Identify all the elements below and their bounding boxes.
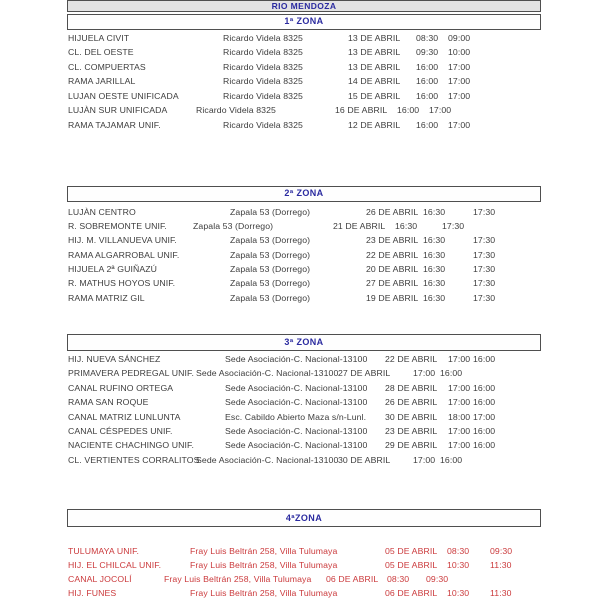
row-date: 13 DE ABRIL xyxy=(348,61,401,72)
row-time2: 17:30 xyxy=(473,249,496,260)
row-time1: 16:00 xyxy=(416,90,439,101)
row-place: Ricardo Videla 8325 xyxy=(223,90,303,101)
row-place: Sede Asociación-C. Nacional-13100 xyxy=(225,426,368,436)
row-time2: 17:30 xyxy=(473,263,496,274)
row-place: Zapala 53 (Dorrego) xyxy=(230,206,311,217)
zone-title: 3ª ZONA xyxy=(284,337,324,347)
row-date: 27 DE ABRIL xyxy=(338,368,391,379)
row-time2: 17:00 xyxy=(429,105,452,116)
row-time1: 16:00 xyxy=(416,61,439,72)
row-name: LUJÀN CENTRO xyxy=(68,206,136,217)
row-date: 06 DE ABRIL xyxy=(385,588,438,599)
row-time1: 17:00 xyxy=(413,368,436,379)
zone-row xyxy=(0,355,600,366)
row-name: LUJÀN SUR UNIFICADA xyxy=(68,105,168,116)
row-place: Ricardo Videla 8325 xyxy=(223,47,303,58)
row-name: HIJUELA 2ª GUIÑAZÚ xyxy=(68,263,158,274)
row-name: CANAL RUFINO ORTEGA xyxy=(68,382,174,393)
row-date: 13 DE ABRIL xyxy=(348,47,401,58)
zone-title: 4ªZONA xyxy=(285,512,323,523)
zone-row xyxy=(0,589,600,600)
row-name: HIJUELA CIVIT xyxy=(68,33,130,43)
row-time1: 16:00 xyxy=(416,119,439,130)
row-date: 22 DE ABRIL xyxy=(366,249,419,260)
row-time2: 16:00 xyxy=(440,368,463,379)
zone-row xyxy=(0,106,600,117)
row-date: 06 DE ABRIL xyxy=(326,573,379,584)
row-time1: 16:00 xyxy=(416,76,439,87)
row-time2: 09:30 xyxy=(490,545,513,556)
zone-header-box xyxy=(67,334,541,351)
row-name: RAMA MATRIZ GIL xyxy=(68,292,145,303)
row-time2: 16:00 xyxy=(473,397,496,408)
row-time1: 16:30 xyxy=(395,220,418,231)
row-time1: 18:00 xyxy=(448,411,471,422)
row-place: Zapala 53 (Dorrego) xyxy=(230,235,311,246)
row-time2: 16:00 xyxy=(440,454,463,465)
row-place: Zapala 53 (Dorrego) xyxy=(193,220,274,231)
row-place: Ricardo Videla 8325 xyxy=(196,105,276,116)
row-date: 26 DE ABRIL xyxy=(366,206,419,217)
row-time2: 10:00 xyxy=(448,47,471,58)
row-time1: 16:30 xyxy=(423,278,446,289)
row-time1: 08:30 xyxy=(447,545,470,556)
zone-row xyxy=(0,236,600,247)
row-place: Zapala 53 (Dorrego) xyxy=(230,278,311,289)
row-time1: 16:30 xyxy=(423,206,446,217)
river-header-box xyxy=(67,0,541,12)
river-title: RIO MENDOZA xyxy=(271,0,337,11)
row-time2: 17:30 xyxy=(442,220,465,231)
zone-row xyxy=(0,92,600,103)
row-place: Fray Luis Beltrán 258, Villa Tulumaya xyxy=(190,559,338,570)
row-time2: 17:00 xyxy=(448,119,471,130)
row-place: Esc. Cabildo Abierto Maza s/n-Lunl. xyxy=(225,411,367,422)
row-time2: 17:30 xyxy=(473,292,496,303)
row-time1: 17:00 xyxy=(448,354,471,364)
row-time1: 09:30 xyxy=(416,47,439,58)
row-place: Fray Luis Beltrán 258, Villa Tulumaya xyxy=(190,545,338,556)
row-time1: 16:30 xyxy=(423,235,446,246)
zone-row xyxy=(0,369,600,380)
row-name: RAMA ALGARROBAL UNIF. xyxy=(68,249,180,260)
row-time2: 09:30 xyxy=(426,573,449,584)
row-date: 29 DE ABRIL xyxy=(385,440,438,451)
row-date: 23 DE ABRIL xyxy=(385,426,438,436)
row-date: 30 DE ABRIL xyxy=(385,411,438,422)
row-date: 21 DE ABRIL xyxy=(333,220,386,231)
zone-header-box xyxy=(67,509,541,527)
row-place: Zapala 53 (Dorrego) xyxy=(230,263,311,274)
zone-row xyxy=(0,279,600,290)
row-name: PRIMAVERA PEDREGAL UNIF. xyxy=(68,368,194,379)
zone-row xyxy=(0,265,600,276)
row-name: HIJ. EL CHILCAL UNIF. xyxy=(68,559,162,570)
row-name: HIJ. FUNES xyxy=(68,588,117,599)
row-time1: 16:30 xyxy=(423,249,446,260)
zone-row xyxy=(0,222,600,233)
row-name: LUJAN OESTE UNIFICADA xyxy=(68,90,179,101)
row-date: 14 DE ABRIL xyxy=(348,76,401,87)
row-time1: 16:00 xyxy=(397,105,420,116)
row-name: CANAL MATRIZ LUNLUNTA xyxy=(68,411,181,422)
row-name: CL. DEL OESTE xyxy=(68,47,134,58)
zone-row xyxy=(0,398,600,409)
row-name: CL. COMPUERTAS xyxy=(68,61,146,72)
row-place: Ricardo Videla 8325 xyxy=(223,119,303,130)
row-date: 30 DE ABRIL xyxy=(338,454,391,465)
zone-row xyxy=(0,294,600,305)
zone-row xyxy=(0,575,600,586)
zone-header-box xyxy=(67,14,541,31)
row-time2: 16:00 xyxy=(473,354,496,364)
zone-row xyxy=(0,561,600,572)
row-name: R. MATHUS HOYOS UNIF. xyxy=(68,278,176,289)
row-place: Zapala 53 (Dorrego) xyxy=(230,292,311,303)
zone-row xyxy=(0,63,600,74)
row-name: CL. VERTIENTES CORRALITOS xyxy=(68,454,200,465)
row-time2: 17:30 xyxy=(473,278,496,289)
zone-row xyxy=(0,121,600,132)
row-date: 12 DE ABRIL xyxy=(348,119,401,130)
row-time2: 17:30 xyxy=(473,206,496,217)
row-date: 20 DE ABRIL xyxy=(366,263,419,274)
zone-row xyxy=(0,427,600,438)
zone-row xyxy=(0,48,600,59)
row-time1: 16:30 xyxy=(423,263,446,274)
row-place: Ricardo Videla 8325 xyxy=(223,61,303,72)
row-time2: 16:00 xyxy=(473,426,496,436)
row-name: RAMA SAN ROQUE xyxy=(68,397,149,408)
row-name: HIJ. NUEVA SÁNCHEZ xyxy=(68,354,161,364)
row-time2: 16:00 xyxy=(473,440,496,451)
zone-row xyxy=(0,77,600,88)
row-place: Sede Asociación-C. Nacional-13100 xyxy=(225,397,368,408)
zone-row xyxy=(0,34,600,45)
zone-row xyxy=(0,251,600,262)
row-date: 13 DE ABRIL xyxy=(348,33,401,43)
row-time1: 08:30 xyxy=(416,33,439,43)
row-place: Ricardo Videla 8325 xyxy=(223,33,303,43)
row-name: TULUMAYA UNIF. xyxy=(68,545,140,556)
row-time1: 17:00 xyxy=(448,397,471,408)
row-name: NACIENTE CHACHINGO UNIF. xyxy=(68,440,194,451)
row-time1: 10:30 xyxy=(447,559,470,570)
row-date: 26 DE ABRIL xyxy=(385,397,438,408)
row-time2: 17:30 xyxy=(473,235,496,246)
row-place: Sede Asociación-C. Nacional-13100 xyxy=(225,440,368,451)
row-date: 27 DE ABRIL xyxy=(366,278,419,289)
row-date: 05 DE ABRIL xyxy=(385,545,438,556)
row-place: Sede Asociación-C. Nacional-13100 xyxy=(196,454,339,465)
row-place: Ricardo Videla 8325 xyxy=(223,76,303,87)
row-time2: 11:30 xyxy=(490,588,512,599)
row-date: 19 DE ABRIL xyxy=(366,292,419,303)
row-place: Fray Luis Beltrán 258, Villa Tulumaya xyxy=(190,588,338,599)
row-time2: 17:00 xyxy=(448,90,471,101)
row-time1: 17:00 xyxy=(448,440,471,451)
row-time2: 16:00 xyxy=(473,382,496,393)
row-time1: 17:00 xyxy=(413,454,436,465)
row-place: Sede Asociación-C. Nacional-13100 xyxy=(225,382,368,393)
row-name: CANAL CÉSPEDES UNIF. xyxy=(68,426,173,436)
row-place: Fray Luis Beltrán 258, Villa Tulumaya xyxy=(164,573,312,584)
row-date: 22 DE ABRIL xyxy=(385,354,438,364)
row-time2: 11:30 xyxy=(490,559,512,570)
row-date: 23 DE ABRIL xyxy=(366,235,419,246)
row-place: Zapala 53 (Dorrego) xyxy=(230,249,311,260)
zone-title: 2ª ZONA xyxy=(284,188,324,199)
zone-row xyxy=(0,384,600,395)
zone-row xyxy=(0,413,600,424)
row-time1: 08:30 xyxy=(387,573,410,584)
zone-header-box xyxy=(67,186,541,202)
row-time1: 17:00 xyxy=(448,382,471,393)
row-place: Sede Asociación-C. Nacional-13100 xyxy=(225,354,368,364)
row-name: RAMA TAJAMAR UNIF. xyxy=(68,119,161,130)
zone-title: 1ª ZONA xyxy=(284,16,324,27)
row-date: 05 DE ABRIL xyxy=(385,559,438,570)
row-name: CANAL JOCOLÍ xyxy=(68,573,132,584)
zone-row xyxy=(0,208,600,219)
zone-row xyxy=(0,441,600,452)
row-time2: 17:00 xyxy=(448,76,471,87)
row-time1: 10:30 xyxy=(447,588,470,599)
row-time1: 17:00 xyxy=(448,426,471,436)
row-place: Sede Asociación-C. Nacional-13100 xyxy=(196,368,339,379)
row-date: 16 DE ABRIL xyxy=(335,105,388,116)
row-name: RAMA JARILLAL xyxy=(68,76,136,87)
row-time1: 16:30 xyxy=(423,292,446,303)
row-name: HIJ. M. VILLANUEVA UNIF. xyxy=(68,235,177,246)
row-time2: 17:00 xyxy=(448,61,471,72)
row-date: 15 DE ABRIL xyxy=(348,90,401,101)
row-time2: 09:00 xyxy=(448,33,471,43)
row-name: R. SOBREMONTE UNIF. xyxy=(68,220,167,231)
row-date: 28 DE ABRIL xyxy=(385,382,438,393)
zone-row xyxy=(0,456,600,467)
row-time2: 17:00 xyxy=(473,411,496,422)
zone-row xyxy=(0,547,600,558)
